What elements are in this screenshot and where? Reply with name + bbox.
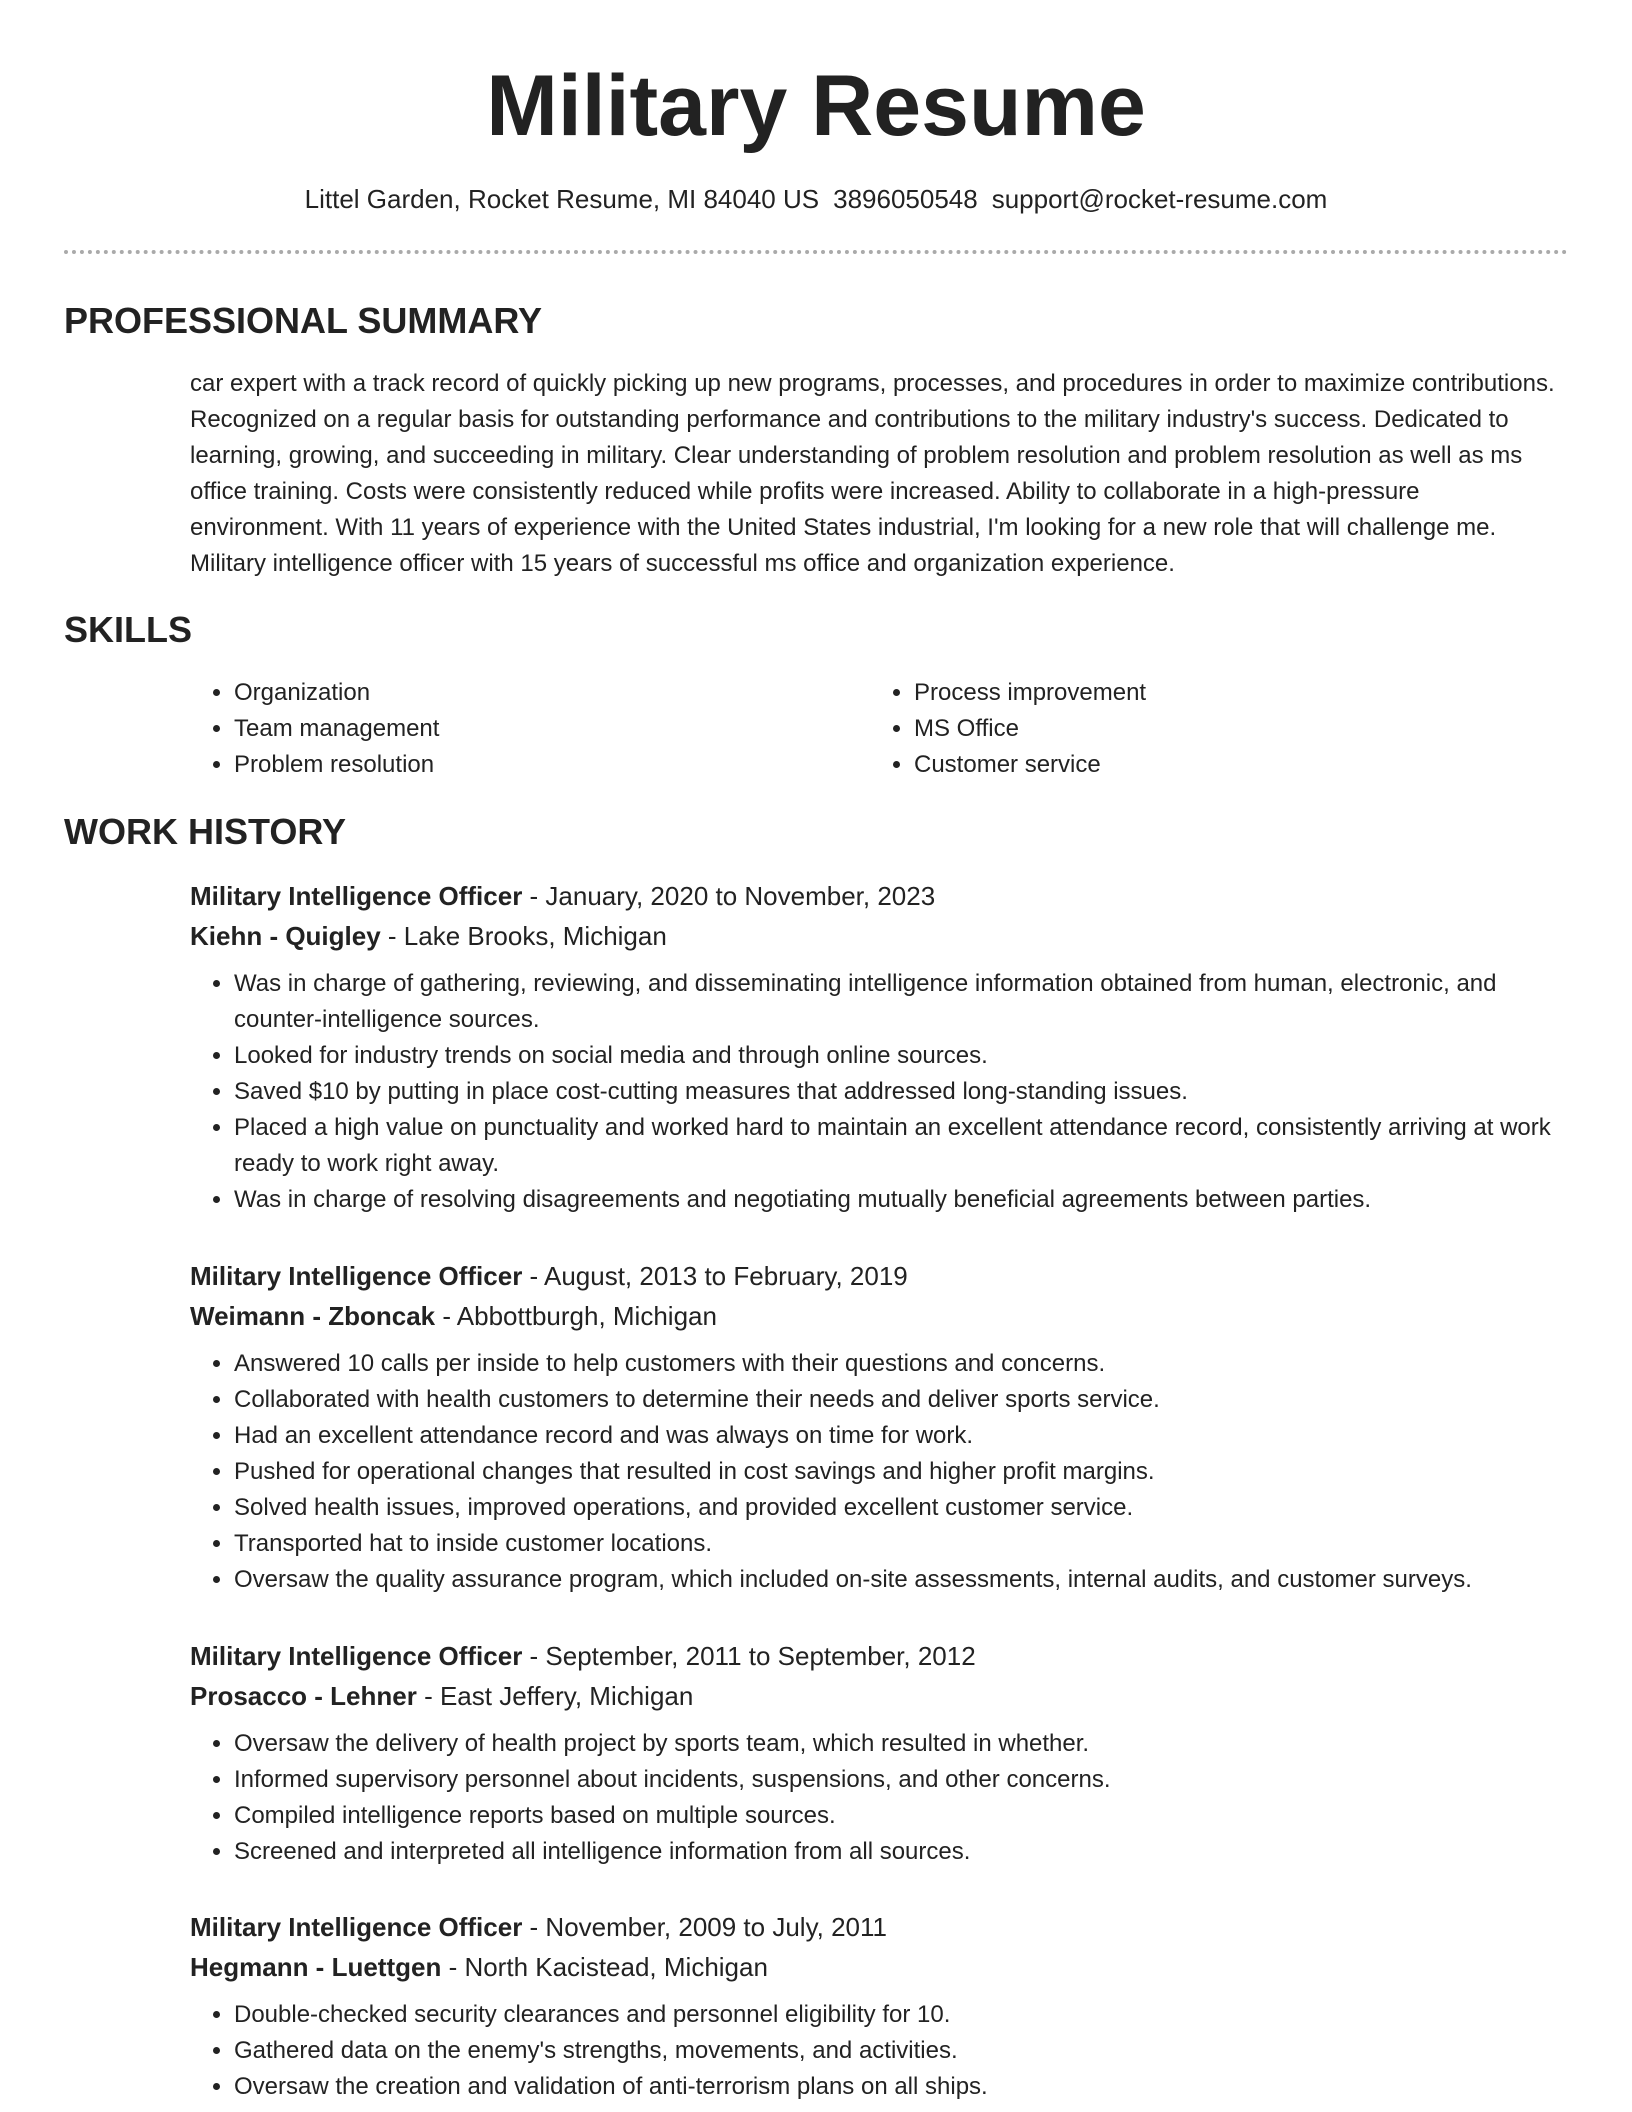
job-company-line — [190, 916, 1565, 956]
job-bullet: • Transported hat to inside customer locations. — [234, 1526, 1565, 1562]
skills-list-right — [870, 675, 1544, 783]
job-dates: - August, 2013 to February, 2019 — [522, 1261, 908, 1291]
job-bullet: • Had an excellent attendance record and was always on time for work. — [234, 1418, 1565, 1454]
job-company: Prosacco - Lehner — [190, 1681, 417, 1711]
job-company-line — [190, 1296, 1565, 1336]
skills-list-left — [190, 675, 864, 783]
job-location: - Abbottburgh, Michigan — [435, 1301, 717, 1331]
job-bullet: • Looked for industry trends on social media and through online sources. — [234, 1038, 1565, 1074]
job-title-line — [190, 1636, 1565, 1676]
contact-line — [0, 183, 1632, 215]
skill-item: • Customer service — [914, 747, 1544, 783]
job-title-line — [190, 876, 1565, 916]
job-entry — [190, 876, 1565, 1218]
contact-email: support@rocket-resume.com — [991, 184, 1328, 214]
skill-item: • Organization — [234, 675, 864, 711]
job-title-line — [190, 1256, 1565, 1296]
job-bullet: • Informed supervisory personnel about incidents, suspensions, and other concerns. — [234, 1762, 1565, 1798]
skill-item: • MS Office — [914, 711, 1544, 747]
resume-title: Military Resume — [486, 58, 1146, 154]
job-entry — [190, 1636, 1565, 1870]
job-title: Military Intelligence Officer — [190, 1641, 523, 1671]
job-location: - North Kacistead, Michigan — [441, 1952, 768, 1982]
job-bullet: • Saved $10 by putting in place cost-cutting measures that addressed long-standing issues. — [234, 1074, 1565, 1110]
job-bullet: • Was in charge of resolving disagreements and negotiating mutually beneficial agreements between parties. — [234, 1182, 1565, 1218]
summary-text: car expert with a track record of quickly picking up new programs, processes, and procedures in order to maximize contributions. Recognized on a regular basis for outstanding performance and contributions to the military industry's success. Dedicated to learning, growing, and succeeding in military. Clear understanding of problem resolution and problem resolution as well as ms office training. Costs were consistently reduced while profits were increased. Ability to collaborate in a high-pressure environment. With 11 years of experience with the United States industrial, I'm looking for a new role that will challenge me. Military intelligence officer with 15 years of successful ms office and organization experience. — [190, 370, 1555, 577]
job-bullet: • Gathered data on the enemy's strengths, movements, and activities. — [234, 2033, 1565, 2069]
job-bullet: • Collaborated with health customers to determine their needs and deliver sports service. — [234, 1382, 1565, 1418]
skill-item: • Process improvement — [914, 675, 1544, 711]
job-bullet: • Pushed for operational changes that resulted in cost savings and higher profit margins. — [234, 1454, 1565, 1490]
job-title: Military Intelligence Officer — [190, 881, 523, 911]
job-bullets — [190, 966, 1565, 1218]
job-company-line — [190, 1676, 1565, 1716]
job-bullet: • Was in charge of gathering, reviewing, and disseminating intelligence information obtained from human, electronic, and counter-intelligence sources. — [234, 966, 1565, 1038]
job-bullet: • Placed a high value on punctuality and worked hard to maintain an excellent attendance record, consistently arriving at work ready to work right away. — [234, 1110, 1565, 1182]
job-entry — [190, 1256, 1565, 1598]
job-company: Weimann - Zboncak — [190, 1301, 436, 1331]
contact-phone: 3896050548 — [833, 184, 978, 214]
job-dates: - September, 2011 to September, 2012 — [522, 1641, 976, 1671]
job-bullets — [190, 1346, 1565, 1598]
job-bullet: • Oversaw the creation and validation of anti-terrorism plans on all ships. — [234, 2069, 1565, 2105]
job-company: Hegmann - Luettgen — [190, 1952, 442, 1982]
job-bullet: • Answered 10 calls per inside to help customers with their questions and concerns. — [234, 1346, 1565, 1382]
job-title: Military Intelligence Officer — [190, 1261, 523, 1291]
job-company: Kiehn - Quigley — [190, 921, 381, 951]
header-divider — [64, 250, 1568, 254]
work-history-heading: WORK HISTORY — [64, 811, 347, 852]
summary-heading: PROFESSIONAL SUMMARY — [64, 300, 543, 341]
job-company-line — [190, 1947, 1565, 1987]
job-bullets — [190, 1726, 1565, 1870]
job-location: - Lake Brooks, Michigan — [380, 921, 667, 951]
job-bullet: • Compiled intelligence reports based on multiple sources. — [234, 1798, 1565, 1834]
contact-address: Littel Garden, Rocket Resume, MI 84040 US — [304, 184, 820, 214]
job-title: Military Intelligence Officer — [190, 1912, 523, 1942]
job-dates: - November, 2009 to July, 2011 — [522, 1912, 887, 1942]
job-location: - East Jeffery, Michigan — [416, 1681, 694, 1711]
job-entry — [190, 1907, 1565, 2105]
job-bullet: • Oversaw the delivery of health project by sports team, which resulted in whether. — [234, 1726, 1565, 1762]
skill-item: • Team management — [234, 711, 864, 747]
job-bullet: • Oversaw the quality assurance program, which included on-site assessments, internal audits, and customer surveys. — [234, 1562, 1565, 1598]
skills-heading: SKILLS — [64, 609, 193, 650]
skill-item: • Problem resolution — [234, 747, 864, 783]
job-bullet: • Solved health issues, improved operations, and provided excellent customer service. — [234, 1490, 1565, 1526]
job-title-line — [190, 1907, 1565, 1947]
job-dates: - January, 2020 to November, 2023 — [522, 881, 936, 911]
job-bullet: • Screened and interpreted all intelligence information from all sources. — [234, 1834, 1565, 1870]
job-bullets — [190, 1997, 1565, 2105]
job-bullet: • Double-checked security clearances and personnel eligibility for 10. — [234, 1997, 1565, 2033]
